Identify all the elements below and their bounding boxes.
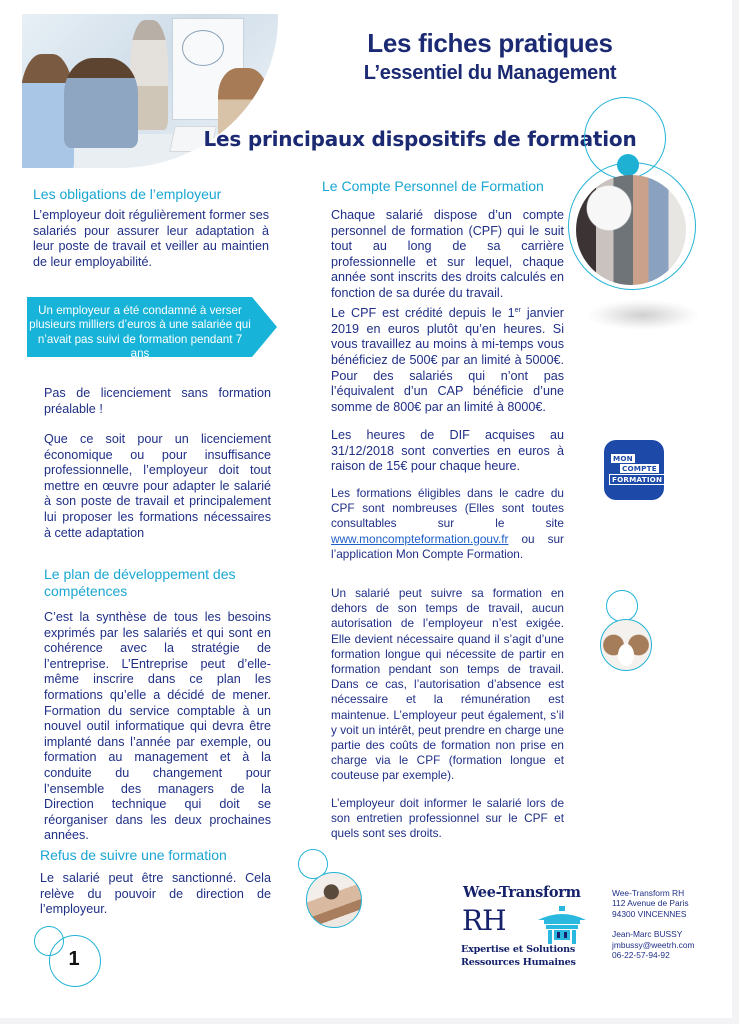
refus-text: Le salarié peut être sanctionné. Cela relève du pouvoir de direction de l’employeur. xyxy=(40,871,271,917)
superscript: er xyxy=(514,307,521,314)
logo-text: COMPTE xyxy=(622,464,657,473)
moncompteformation-link[interactable]: www.moncompteformation.gouv.fr xyxy=(331,531,509,546)
contact-city: 94300 VINCENNES xyxy=(612,908,687,919)
obligations-text: L’employeur doit régulièrement former ses salariés pour assurer leur adaptation à leur poste de travail et veiller au maintien de leur employabilité. xyxy=(33,208,269,269)
attendee-figure xyxy=(64,58,138,148)
decorative-dot xyxy=(617,154,639,176)
cpf-paragraph-4 xyxy=(331,486,564,562)
cpf-p4-text: ou sur l’application Mon Compte Formation. xyxy=(331,531,564,561)
cpf-p4-text: Les formations éligibles dans le cadre du CPF sont nombreuses (Elles sont toutes consultables sur le site xyxy=(331,486,564,531)
pagoda-icon xyxy=(532,906,592,946)
cpf-p2-text: janvier 2019 en euros plutôt qu’en heures. Si vous travaillez au moins à mi-temps vous bénéficiez de 500€ par an limité à 5000€. Pour des salariés qui n’ont pas l’équivalent d’un CAP bénéficie d’une somme de 800€ par an limité à 8000€. xyxy=(331,306,564,414)
section-heading-cpf: Le Compte Personnel de Formation xyxy=(322,178,544,194)
decorative-ring xyxy=(606,590,638,622)
section-heading-refus: Refus de suivre une formation xyxy=(40,847,227,863)
company-logo-name: Wee-Transform xyxy=(463,884,581,901)
plan-text: C’est la synthèse de tous les besoins exprimés par les salariés et qui sont en cohérence avec la stratégie de l’entreprise. L’Entreprise peut d’elle-même inscrire dans ce plan les formations qu’elle a décidé de mener. Formation du service comptable à un nouvel outil informatique qui devra être implanté dans l’année par exemple, ou formation au management et à la conduite du changement pour l’ensemble des managers de la Direction technique qui doit se réorganiser dans les deux prochaines années. xyxy=(44,610,271,843)
cpf-p2-text: Le CPF est crédité depuis le 1 xyxy=(331,306,515,321)
page-edge xyxy=(732,0,739,1024)
tagline-line: Expertise et Solutions xyxy=(461,944,576,955)
team-photo xyxy=(576,175,686,285)
contact-email[interactable]: jmbussy@weetrh.com xyxy=(612,939,695,950)
licenciement-lead: Pas de licenciement sans formation préalable ! xyxy=(44,386,271,416)
topic-heading: Les principaux dispositifs de formation xyxy=(203,127,637,151)
handshake-photo xyxy=(306,872,362,928)
page-subtitle: L’essentiel du Management xyxy=(363,62,617,84)
company-logo-rh: RH xyxy=(462,904,506,937)
whiteboard-sketch xyxy=(182,30,224,66)
cpf-paragraph-1: Chaque salarié dispose d’un compte personnel de formation (CPF) qui le suit tout au long de sa carrière professionnelle et sur lequel, chaque année sont inscrits des droits calculés en fonction de sa durée du travail. xyxy=(331,208,564,300)
cpf-paragraph-3: Les heures de DIF acquises au 31/12/2018 sont converties en euros à raison de 15€ pour chaque heure. xyxy=(331,428,564,474)
section-heading-plan: Le plan de développement des compétences xyxy=(44,566,236,599)
company-tagline xyxy=(461,944,576,969)
contact-block xyxy=(612,888,695,960)
contact-address: 112 Avenue de Paris xyxy=(612,898,689,909)
tagline-line: Ressources Humaines xyxy=(461,956,576,968)
cpf-paragraph-2 xyxy=(331,303,564,415)
mon-compte-formation-logo xyxy=(604,440,664,500)
page-edge xyxy=(0,1018,739,1024)
highlight-banner-text: Un employeur a été condamné à verser plusieurs milliers d’euros à une salariée qui n’avait pas suivi de formation pendant 7 ans xyxy=(29,304,251,361)
page-title: Les fiches pratiques xyxy=(367,28,613,58)
cpf-paragraph-6: L’employeur doit informer le salarié lors de son entretien professionnel sur le CPF et quels sont ses droits. xyxy=(331,796,564,841)
logo-text: FORMATION xyxy=(609,474,665,485)
photo-shadow xyxy=(588,300,698,330)
logo-text: MON xyxy=(613,454,633,463)
licenciement-text: Que ce soit pour un licenciement économique ou pour insuffisance professionnelle, l’employeur doit tout mettre en œuvre pour adapter le salarié à son poste de travail et principalement lui proposer les formations nécessaires à cette adaptation xyxy=(44,432,271,540)
page-number: 1 xyxy=(68,948,80,970)
contact-company: Wee-Transform RH xyxy=(612,888,685,898)
cpf-paragraph-5: Un salarié peut suivre sa formation en dehors de son temps de travail, aucun autorisation de l’employeur n’est exigée. Elle devient nécessaire quand il s’agit d’une formation longue qui nécessite de partir en formation pendant son temps de travail. Dans ce cas, l’autorisation d’absence est nécessaire et la rémunération est maintenue. L’employeur peut également, s’il y voit un intérêt, peut prendre en charge une partie des coûts de formation non prise en charge via le CPF (formation longue et couteuse par exemple). xyxy=(331,586,564,783)
contact-phone: 06-22-57-94-92 xyxy=(612,950,670,961)
contact-person: Jean-Marc BUSSY xyxy=(612,929,683,940)
people-photo xyxy=(600,619,652,671)
section-heading-obligations: Les obligations de l’employeur xyxy=(33,186,222,202)
